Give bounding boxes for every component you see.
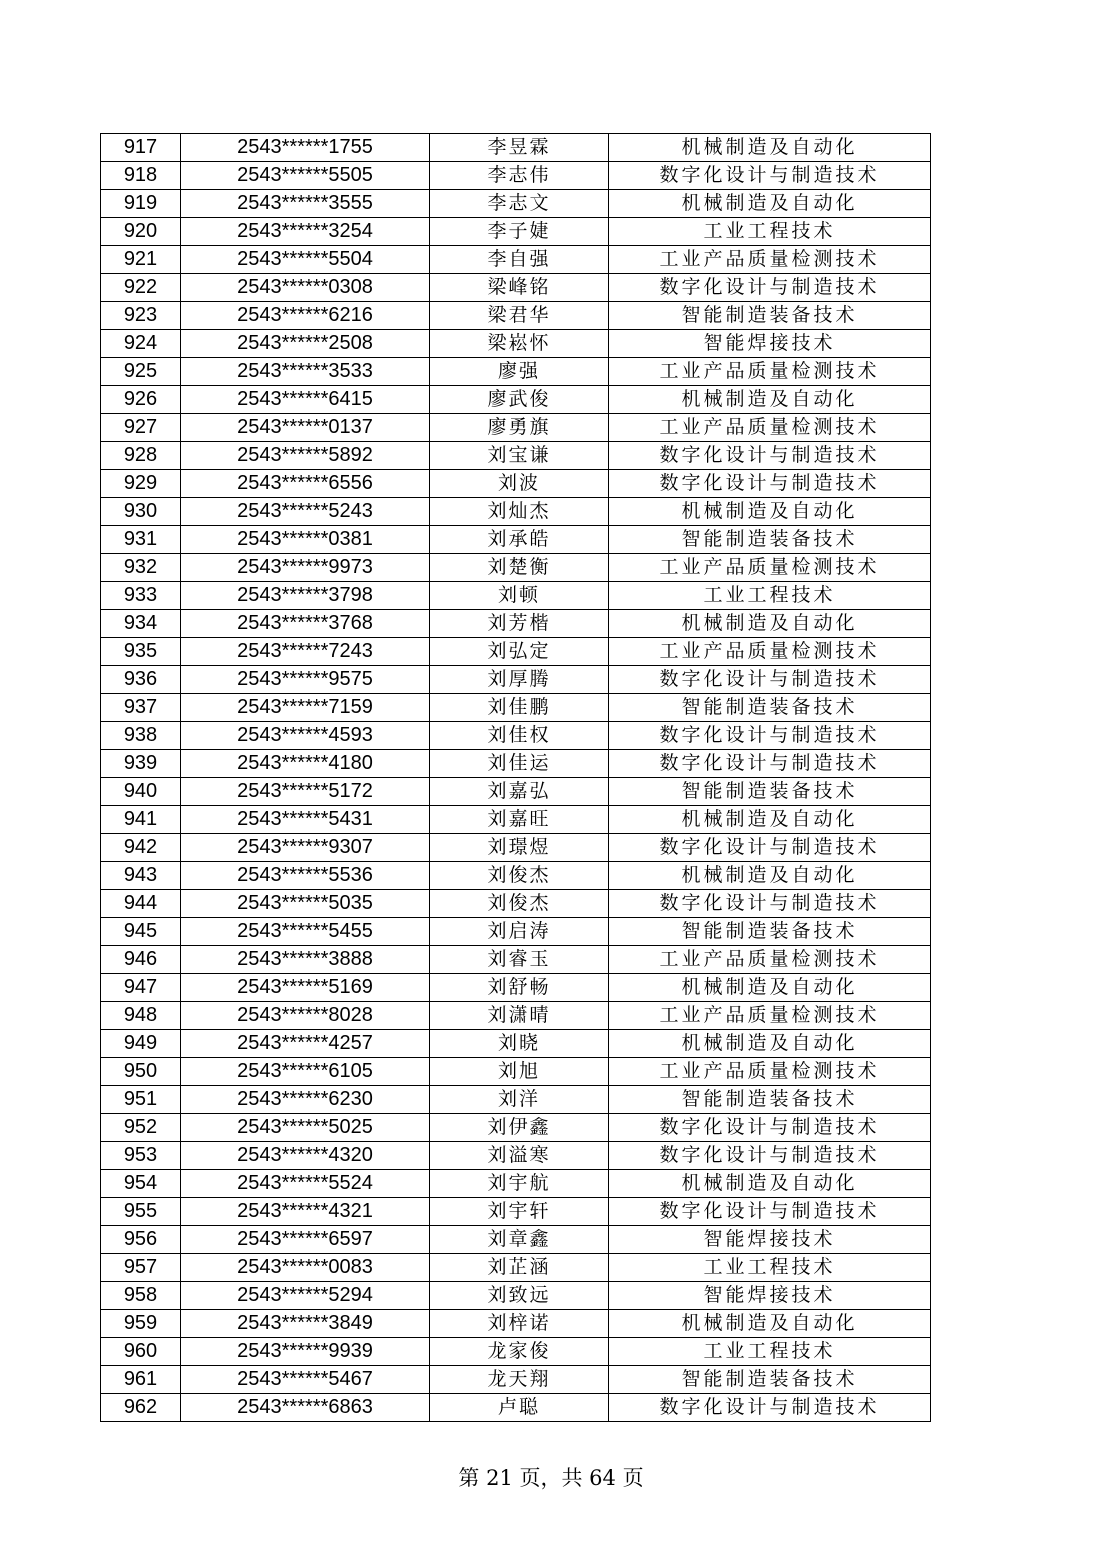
table-row xyxy=(101,610,931,638)
id-number-cell: 2543******9939 xyxy=(181,1338,430,1366)
row-number-cell: 947 xyxy=(101,974,181,1002)
row-number-cell: 960 xyxy=(101,1338,181,1366)
student-name-cell: 李志文 xyxy=(430,190,609,218)
table-row xyxy=(101,1282,931,1310)
student-name-cell: 廖武俊 xyxy=(430,386,609,414)
table-row xyxy=(101,554,931,582)
student-name-cell: 梁君华 xyxy=(430,302,609,330)
id-number-cell: 2543******3888 xyxy=(181,946,430,974)
student-name-cell: 刘溢寒 xyxy=(430,1142,609,1170)
row-number-cell: 930 xyxy=(101,498,181,526)
id-number-cell: 2543******5892 xyxy=(181,442,430,470)
student-name-cell: 廖勇旗 xyxy=(430,414,609,442)
table-row xyxy=(101,1170,931,1198)
table-row xyxy=(101,834,931,862)
major-cell: 工业工程技术 xyxy=(609,1254,931,1282)
student-name-cell: 梁崧怀 xyxy=(430,330,609,358)
major-cell: 数字化设计与制造技术 xyxy=(609,1114,931,1142)
major-cell: 数字化设计与制造技术 xyxy=(609,1142,931,1170)
row-number-cell: 931 xyxy=(101,526,181,554)
table-row xyxy=(101,386,931,414)
student-name-cell: 刘佳鹏 xyxy=(430,694,609,722)
student-name-cell: 刘芷涵 xyxy=(430,1254,609,1282)
student-name-cell: 刘弘定 xyxy=(430,638,609,666)
row-number-cell: 923 xyxy=(101,302,181,330)
major-cell: 工业工程技术 xyxy=(609,1338,931,1366)
table-row xyxy=(101,190,931,218)
row-number-cell: 918 xyxy=(101,162,181,190)
major-cell: 工业产品质量检测技术 xyxy=(609,1058,931,1086)
row-number-cell: 922 xyxy=(101,274,181,302)
id-number-cell: 2543******3798 xyxy=(181,582,430,610)
id-number-cell: 2543******8028 xyxy=(181,1002,430,1030)
major-cell: 机械制造及自动化 xyxy=(609,1030,931,1058)
table-row xyxy=(101,442,931,470)
major-cell: 智能制造装备技术 xyxy=(609,302,931,330)
major-cell: 机械制造及自动化 xyxy=(609,190,931,218)
id-number-cell: 2543******4321 xyxy=(181,1198,430,1226)
major-cell: 数字化设计与制造技术 xyxy=(609,834,931,862)
row-number-cell: 917 xyxy=(101,134,181,162)
table-row xyxy=(101,750,931,778)
student-name-cell: 刘旭 xyxy=(430,1058,609,1086)
row-number-cell: 939 xyxy=(101,750,181,778)
id-number-cell: 2543******7159 xyxy=(181,694,430,722)
id-number-cell: 2543******4593 xyxy=(181,722,430,750)
student-name-cell: 龙天翔 xyxy=(430,1366,609,1394)
id-number-cell: 2543******5524 xyxy=(181,1170,430,1198)
id-number-cell: 2543******3533 xyxy=(181,358,430,386)
row-number-cell: 933 xyxy=(101,582,181,610)
student-name-cell: 龙家俊 xyxy=(430,1338,609,1366)
id-number-cell: 2543******7243 xyxy=(181,638,430,666)
major-cell: 工业产品质量检测技术 xyxy=(609,554,931,582)
id-number-cell: 2543******5504 xyxy=(181,246,430,274)
table-row xyxy=(101,1310,931,1338)
major-cell: 数字化设计与制造技术 xyxy=(609,750,931,778)
student-name-cell: 刘承皓 xyxy=(430,526,609,554)
student-name-cell: 刘嘉旺 xyxy=(430,806,609,834)
table-row xyxy=(101,1254,931,1282)
table-row xyxy=(101,1086,931,1114)
id-number-cell: 2543******6415 xyxy=(181,386,430,414)
major-cell: 数字化设计与制造技术 xyxy=(609,442,931,470)
id-number-cell: 2543******5243 xyxy=(181,498,430,526)
major-cell: 数字化设计与制造技术 xyxy=(609,162,931,190)
id-number-cell: 2543******6230 xyxy=(181,1086,430,1114)
student-name-cell: 刘楚衡 xyxy=(430,554,609,582)
student-name-cell: 刘梓诺 xyxy=(430,1310,609,1338)
table-row xyxy=(101,1198,931,1226)
student-name-cell: 刘舒畅 xyxy=(430,974,609,1002)
table-row xyxy=(101,638,931,666)
student-name-cell: 李子婕 xyxy=(430,218,609,246)
table-row xyxy=(101,1226,931,1254)
table-row xyxy=(101,890,931,918)
major-cell: 智能制造装备技术 xyxy=(609,778,931,806)
student-name-cell: 刘灿杰 xyxy=(430,498,609,526)
id-number-cell: 2543******5294 xyxy=(181,1282,430,1310)
id-number-cell: 2543******5025 xyxy=(181,1114,430,1142)
table-row xyxy=(101,162,931,190)
major-cell: 机械制造及自动化 xyxy=(609,1170,931,1198)
table-row xyxy=(101,302,931,330)
row-number-cell: 934 xyxy=(101,610,181,638)
student-list-table xyxy=(100,133,931,1422)
student-name-cell: 刘伊鑫 xyxy=(430,1114,609,1142)
major-cell: 智能制造装备技术 xyxy=(609,526,931,554)
student-name-cell: 李自强 xyxy=(430,246,609,274)
page-number-footer: 第 21 页，共 64 页 xyxy=(458,1466,644,1490)
id-number-cell: 2543******4257 xyxy=(181,1030,430,1058)
student-name-cell: 刘厚腾 xyxy=(430,666,609,694)
major-cell: 机械制造及自动化 xyxy=(609,134,931,162)
student-name-cell: 刘宇轩 xyxy=(430,1198,609,1226)
table-row xyxy=(101,694,931,722)
row-number-cell: 927 xyxy=(101,414,181,442)
table-row xyxy=(101,274,931,302)
major-cell: 工业工程技术 xyxy=(609,582,931,610)
major-cell: 工业产品质量检测技术 xyxy=(609,1002,931,1030)
table-row xyxy=(101,358,931,386)
row-number-cell: 953 xyxy=(101,1142,181,1170)
id-number-cell: 2543******0381 xyxy=(181,526,430,554)
table-row xyxy=(101,1114,931,1142)
table-row xyxy=(101,1030,931,1058)
table-row xyxy=(101,862,931,890)
table-row xyxy=(101,778,931,806)
table-row xyxy=(101,1366,931,1394)
row-number-cell: 935 xyxy=(101,638,181,666)
major-cell: 机械制造及自动化 xyxy=(609,974,931,1002)
student-name-cell: 刘潇晴 xyxy=(430,1002,609,1030)
student-name-cell: 刘宝谦 xyxy=(430,442,609,470)
id-number-cell: 2543******9973 xyxy=(181,554,430,582)
table-row xyxy=(101,1338,931,1366)
id-number-cell: 2543******5169 xyxy=(181,974,430,1002)
id-number-cell: 2543******5505 xyxy=(181,162,430,190)
table-row xyxy=(101,414,931,442)
row-number-cell: 952 xyxy=(101,1114,181,1142)
row-number-cell: 945 xyxy=(101,918,181,946)
table-row xyxy=(101,1142,931,1170)
student-name-cell: 刘波 xyxy=(430,470,609,498)
row-number-cell: 948 xyxy=(101,1002,181,1030)
id-number-cell: 2543******2508 xyxy=(181,330,430,358)
row-number-cell: 925 xyxy=(101,358,181,386)
table-row xyxy=(101,1394,931,1422)
row-number-cell: 928 xyxy=(101,442,181,470)
table-row xyxy=(101,246,931,274)
row-number-cell: 937 xyxy=(101,694,181,722)
table-row xyxy=(101,946,931,974)
id-number-cell: 2543******6216 xyxy=(181,302,430,330)
id-number-cell: 2543******0137 xyxy=(181,414,430,442)
table-row xyxy=(101,722,931,750)
row-number-cell: 919 xyxy=(101,190,181,218)
table-row xyxy=(101,526,931,554)
major-cell: 工业产品质量检测技术 xyxy=(609,414,931,442)
id-number-cell: 2543******3849 xyxy=(181,1310,430,1338)
major-cell: 工业工程技术 xyxy=(609,218,931,246)
student-name-cell: 刘晓 xyxy=(430,1030,609,1058)
row-number-cell: 946 xyxy=(101,946,181,974)
id-number-cell: 2543******5467 xyxy=(181,1366,430,1394)
student-name-cell: 刘璟煜 xyxy=(430,834,609,862)
row-number-cell: 955 xyxy=(101,1198,181,1226)
student-name-cell: 李昱霖 xyxy=(430,134,609,162)
id-number-cell: 2543******6863 xyxy=(181,1394,430,1422)
table-body xyxy=(101,134,931,1422)
row-number-cell: 932 xyxy=(101,554,181,582)
student-name-cell: 廖强 xyxy=(430,358,609,386)
row-number-cell: 961 xyxy=(101,1366,181,1394)
id-number-cell: 2543******5035 xyxy=(181,890,430,918)
major-cell: 智能制造装备技术 xyxy=(609,918,931,946)
student-name-cell: 刘睿玉 xyxy=(430,946,609,974)
row-number-cell: 943 xyxy=(101,862,181,890)
major-cell: 机械制造及自动化 xyxy=(609,386,931,414)
major-cell: 智能焊接技术 xyxy=(609,1226,931,1254)
id-number-cell: 2543******5455 xyxy=(181,918,430,946)
row-number-cell: 926 xyxy=(101,386,181,414)
major-cell: 机械制造及自动化 xyxy=(609,1310,931,1338)
id-number-cell: 2543******3254 xyxy=(181,218,430,246)
student-name-cell: 刘宇航 xyxy=(430,1170,609,1198)
row-number-cell: 929 xyxy=(101,470,181,498)
table-row xyxy=(101,974,931,1002)
row-number-cell: 959 xyxy=(101,1310,181,1338)
row-number-cell: 940 xyxy=(101,778,181,806)
major-cell: 工业产品质量检测技术 xyxy=(609,946,931,974)
student-name-cell: 刘顿 xyxy=(430,582,609,610)
major-cell: 智能制造装备技术 xyxy=(609,694,931,722)
id-number-cell: 2543******6597 xyxy=(181,1226,430,1254)
major-cell: 智能焊接技术 xyxy=(609,1282,931,1310)
row-number-cell: 924 xyxy=(101,330,181,358)
id-number-cell: 2543******3555 xyxy=(181,190,430,218)
row-number-cell: 950 xyxy=(101,1058,181,1086)
student-name-cell: 李志伟 xyxy=(430,162,609,190)
table-row xyxy=(101,666,931,694)
major-cell: 数字化设计与制造技术 xyxy=(609,1198,931,1226)
table-row xyxy=(101,918,931,946)
major-cell: 数字化设计与制造技术 xyxy=(609,470,931,498)
table-row xyxy=(101,134,931,162)
table-row xyxy=(101,1058,931,1086)
table-row xyxy=(101,582,931,610)
row-number-cell: 936 xyxy=(101,666,181,694)
major-cell: 机械制造及自动化 xyxy=(609,498,931,526)
row-number-cell: 957 xyxy=(101,1254,181,1282)
row-number-cell: 962 xyxy=(101,1394,181,1422)
student-name-cell: 刘俊杰 xyxy=(430,890,609,918)
id-number-cell: 2543******9575 xyxy=(181,666,430,694)
student-name-cell: 刘俊杰 xyxy=(430,862,609,890)
major-cell: 工业产品质量检测技术 xyxy=(609,246,931,274)
major-cell: 机械制造及自动化 xyxy=(609,862,931,890)
major-cell: 工业产品质量检测技术 xyxy=(609,358,931,386)
student-name-cell: 刘佳权 xyxy=(430,722,609,750)
row-number-cell: 920 xyxy=(101,218,181,246)
id-number-cell: 2543******9307 xyxy=(181,834,430,862)
id-number-cell: 2543******3768 xyxy=(181,610,430,638)
student-name-cell: 刘章鑫 xyxy=(430,1226,609,1254)
student-name-cell: 卢聪 xyxy=(430,1394,609,1422)
major-cell: 智能焊接技术 xyxy=(609,330,931,358)
id-number-cell: 2543******4320 xyxy=(181,1142,430,1170)
major-cell: 智能制造装备技术 xyxy=(609,1086,931,1114)
row-number-cell: 958 xyxy=(101,1282,181,1310)
row-number-cell: 938 xyxy=(101,722,181,750)
id-number-cell: 2543******0308 xyxy=(181,274,430,302)
student-name-cell: 梁峰铭 xyxy=(430,274,609,302)
major-cell: 数字化设计与制造技术 xyxy=(609,1394,931,1422)
student-name-cell: 刘嘉弘 xyxy=(430,778,609,806)
id-number-cell: 2543******5172 xyxy=(181,778,430,806)
table-row xyxy=(101,806,931,834)
id-number-cell: 2543******4180 xyxy=(181,750,430,778)
row-number-cell: 954 xyxy=(101,1170,181,1198)
table-row xyxy=(101,1002,931,1030)
row-number-cell: 941 xyxy=(101,806,181,834)
student-name-cell: 刘启涛 xyxy=(430,918,609,946)
table-row xyxy=(101,218,931,246)
id-number-cell: 2543******5431 xyxy=(181,806,430,834)
major-cell: 数字化设计与制造技术 xyxy=(609,722,931,750)
student-name-cell: 刘芳楷 xyxy=(430,610,609,638)
major-cell: 数字化设计与制造技术 xyxy=(609,666,931,694)
id-number-cell: 2543******5536 xyxy=(181,862,430,890)
student-name-cell: 刘致远 xyxy=(430,1282,609,1310)
row-number-cell: 956 xyxy=(101,1226,181,1254)
table-row xyxy=(101,330,931,358)
major-cell: 工业产品质量检测技术 xyxy=(609,638,931,666)
major-cell: 智能制造装备技术 xyxy=(609,1366,931,1394)
row-number-cell: 949 xyxy=(101,1030,181,1058)
table-row xyxy=(101,498,931,526)
row-number-cell: 951 xyxy=(101,1086,181,1114)
major-cell: 机械制造及自动化 xyxy=(609,806,931,834)
student-name-cell: 刘洋 xyxy=(430,1086,609,1114)
row-number-cell: 942 xyxy=(101,834,181,862)
row-number-cell: 921 xyxy=(101,246,181,274)
id-number-cell: 2543******0083 xyxy=(181,1254,430,1282)
id-number-cell: 2543******6556 xyxy=(181,470,430,498)
major-cell: 数字化设计与制造技术 xyxy=(609,274,931,302)
major-cell: 数字化设计与制造技术 xyxy=(609,890,931,918)
id-number-cell: 2543******1755 xyxy=(181,134,430,162)
major-cell: 机械制造及自动化 xyxy=(609,610,931,638)
table-row xyxy=(101,470,931,498)
id-number-cell: 2543******6105 xyxy=(181,1058,430,1086)
student-name-cell: 刘佳运 xyxy=(430,750,609,778)
row-number-cell: 944 xyxy=(101,890,181,918)
